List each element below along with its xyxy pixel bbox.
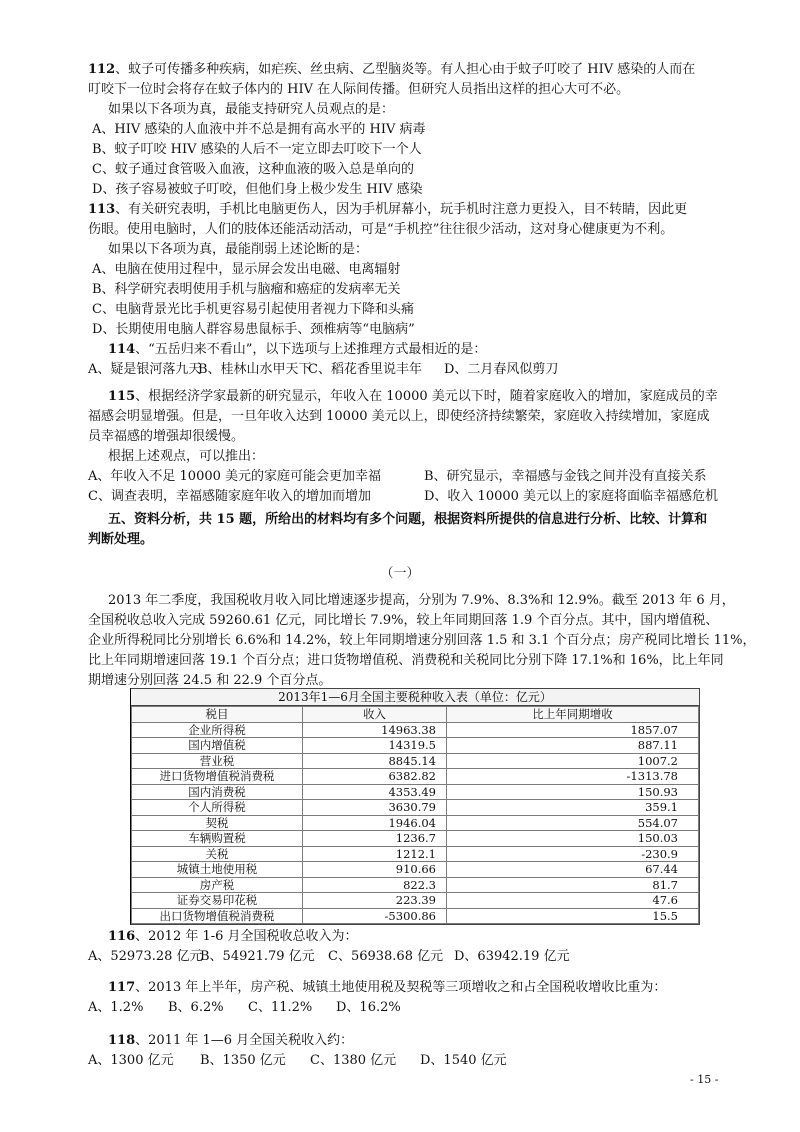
q115-options-row2 [88,487,718,507]
q117-stem: 117、2013 年上半年，房产税、城镇土地使用税及契税等三项增收之和占全国税收增收比重为： [108,980,667,995]
cell-increase: 47.6 [447,893,699,909]
table-row [132,753,699,769]
q113-prompt: 如果以下各项为真，最能削弱上述论断的是： [108,242,369,257]
table-row [132,831,699,847]
cell-revenue: 223.39 [303,893,447,909]
table-row [132,846,699,862]
q116-option-d: D、63942.19 亿元 [454,949,570,964]
q118-option-b: B、1350 亿元 [200,1053,286,1068]
q113-number: 113 [88,202,116,217]
q115-stem-line3: 员幸福感的增强却很缓慢。 [88,429,245,444]
cell-tax-item: 契税 [132,815,303,831]
passage-line5: 期增速分别回落 24.5 和 22.9 个百分点。 [88,673,332,688]
q112-option-a: A、HIV 感染的人血液中并不总是拥有高水平的 HIV 病毒 [92,122,426,137]
q112-number: 112 [88,62,116,77]
q118-option-d: D、1540 亿元 [420,1053,507,1068]
cell-revenue: 1212.1 [303,846,447,862]
q117-number: 117 [108,980,136,995]
q117-option-b: B、6.2% [168,1000,224,1015]
q115-option-b: B、研究显示，幸福感与金钱之间并没有直接关系 [424,469,707,484]
q115-stem-line2: 福感会明显增强。但是，一旦年收入达到 10000 美元以上，即使经济持续繁荣，家庭收入持续增加，家庭成 [88,409,710,424]
page-number: - 15 - [690,1073,719,1086]
cell-tax-item: 国内消费税 [132,784,303,800]
cell-increase: 15.5 [447,908,699,924]
q114-number: 114 [108,342,136,357]
cell-revenue: 6382.82 [303,769,447,785]
q116-option-c: C、56938.68 亿元 [328,949,444,964]
cell-revenue: 1236.7 [303,831,447,847]
cell-tax-item: 国内增值税 [132,738,303,754]
cell-tax-item: 车辆购置税 [132,831,303,847]
cell-tax-item: 城镇土地使用税 [132,862,303,878]
cell-tax-item: 关税 [132,846,303,862]
q112-stem-line1: 112、蚊子可传播多种疾病，如疟疾、丝虫病、乙型脑炎等。有人担心由于蚊子叮咬了 HIV 感染的人而在 [88,62,696,77]
q115-options-row1 [88,467,707,487]
cell-increase: 81.7 [447,877,699,893]
table-row [132,784,699,800]
table-grid [131,706,699,924]
table-row [132,769,699,785]
q118-option-c: C、1380 亿元 [310,1053,397,1068]
q116-option-a: A、52973.28 亿元 [88,949,203,964]
table-row [132,738,699,754]
q112-prompt: 如果以下各项为真，最能支持研究人员观点的是： [108,102,395,117]
cell-tax-item: 出口货物增值税消费税 [132,908,303,924]
passage-line4: 比上年同期增速回落 19.1 个百分点；进口货物增值税、消费税和关税同比分别下降 17.1%和 16%，比上年同 [88,653,724,668]
cell-revenue: 14319.5 [303,738,447,754]
q118-number: 118 [108,1033,136,1048]
header-increase: 比上年同期增收 [447,707,699,723]
q117-options [88,998,401,1018]
q114-stem: 114、“五岳归来不看山”，以下选项与上述推理方式最相近的是： [108,342,487,357]
header-revenue: 收入 [303,707,447,723]
q117-option-d: D、16.2% [336,1000,401,1015]
q115-prompt: 根据上述观点，可以推出： [108,449,265,464]
q112-stem-line2: 叮咬下一位时会将存在蚊子体内的 HIV 在人际间传播。但研究人员指出这样的担心大可不必。 [88,82,630,97]
q112-option-c: C、蚊子通过食管吸入血液，这种血液的吸入总是单向的 [92,162,414,177]
q112-option-b: B、蚊子叮咬 HIV 感染的人后不一定立即去叮咬下一个人 [92,142,422,157]
q116-options [88,947,570,967]
q116-option-b: B、54921.79 亿元 [200,949,315,964]
passage-line1: 2013 年二季度，我国税收月收入同比增速逐步提高，分别为 7.9%、8.3%和 12.9%。截至 2013 年 6 月， [108,593,735,608]
cell-increase: 887.11 [447,738,699,754]
cell-increase: 1857.07 [447,722,699,738]
q116-stem: 116、2012 年 1-6 月全国税收总收入为： [108,929,358,944]
part-label: （一） [380,566,420,581]
cell-revenue: 3630.79 [303,800,447,816]
section5-heading-line1: 五、资料分析，共 15 题，所给出的材料均有多个问题，根据资料所提供的信息进行分析、比较、计算和 [108,512,708,527]
passage-line3: 企业所得税同比分别增长 6.6%和 14.2%，较上年同期增速分别回落 1.5 和 3.1 个百分点；房产税同比增长 11%， [88,633,756,648]
table-title: 2013年1—6月全国主要税种收入表（单位：亿元） [131,688,699,706]
cell-revenue: 4353.49 [303,784,447,800]
table-row [132,862,699,878]
cell-revenue: 1946.04 [303,815,447,831]
header-tax-item: 税目 [132,707,303,723]
cell-increase: 554.07 [447,815,699,831]
q118-option-a: A、1300 亿元 [88,1053,174,1068]
q114-option-b: B、桂林山水甲天下 [198,362,312,377]
table-row [132,877,699,893]
table-row [132,815,699,831]
q113-option-d: D、长期使用电脑人群容易患鼠标手、颈椎病等“电脑病” [92,322,415,337]
q117-option-a: A、1.2% [88,1000,144,1015]
q118-options [88,1051,507,1071]
q118-stem: 118、2011 年 1—6 月全国关税收入约： [108,1033,354,1048]
cell-revenue: 910.66 [303,862,447,878]
q115-number: 115 [108,389,136,404]
cell-increase: 359.1 [447,800,699,816]
q113-option-a: A、电脑在使用过程中，显示屏会发出电磁、电离辐射 [92,262,401,277]
q113-option-b: B、科学研究表明使用手机与脑瘤和癌症的发病率无关 [92,282,401,297]
q113-stem-line1: 113、有关研究表明，手机比电脑更伤人，因为手机屏幕小，玩手机时注意力更投入，目不转睛，因此更 [88,202,688,217]
cell-tax-item: 营业税 [132,753,303,769]
cell-increase: 1007.2 [447,753,699,769]
cell-revenue: 14963.38 [303,722,447,738]
q115-option-a: A、年收入不足 10000 美元的家庭可能会更加幸福 [88,469,382,484]
cell-increase: -230.9 [447,846,699,862]
q115-option-d: D、收入 10000 美元以上的家庭将面临幸福感危机 [424,489,719,504]
table-row [132,908,699,924]
q114-option-d: D、二月春风似剪刀 [444,362,559,377]
cell-tax-item: 个人所得税 [132,800,303,816]
tax-revenue-table [130,688,700,925]
cell-increase: 150.03 [447,831,699,847]
q115-stem-line1: 115、根据经济学家最新的研究显示，年收入在 10000 美元以下时，随着家庭收入的增加，家庭成员的幸 [108,389,718,404]
cell-revenue: 8845.14 [303,753,447,769]
table-row [132,722,699,738]
q116-number: 116 [108,929,136,944]
q114-option-c: C、稻花香里说丰年 [308,362,422,377]
q114-options [88,360,558,380]
cell-tax-item: 证券交易印花税 [132,893,303,909]
q115-option-c: C、调查表明，幸福感随家庭年收入的增加而增加 [88,489,371,504]
q113-option-c: C、电脑背景光比手机更容易引起使用者视力下降和头痛 [92,302,414,317]
table-row [132,893,699,909]
cell-revenue: 822.3 [303,877,447,893]
cell-revenue: -5300.86 [303,908,447,924]
cell-increase: 67.44 [447,862,699,878]
cell-tax-item: 进口货物增值税消费税 [132,769,303,785]
passage-line2: 全国税收总收入完成 59260.61 亿元，同比增长 7.9%，较上年同期回落 1.9 个百分点。其中，国内增值税、 [88,613,719,628]
cell-tax-item: 企业所得税 [132,722,303,738]
cell-tax-item: 房产税 [132,877,303,893]
cell-increase: -1313.78 [447,769,699,785]
q114-option-a: A、疑是银河落九天 [88,362,202,377]
section5-heading-line2: 判断处理。 [88,532,154,547]
q112-option-d: D、孩子容易被蚊子叮咬，但他们身上极少发生 HIV 感染 [92,182,423,197]
cell-increase: 150.93 [447,784,699,800]
table-header-row [132,707,699,723]
q113-stem-line2: 伤眼。使用电脑时，人们的肢体还能活动活动，可是“手机控”往往很少活动，这对身心健康更为不利。 [88,222,674,237]
q117-option-c: C、11.2% [248,1000,313,1015]
table-row [132,800,699,816]
